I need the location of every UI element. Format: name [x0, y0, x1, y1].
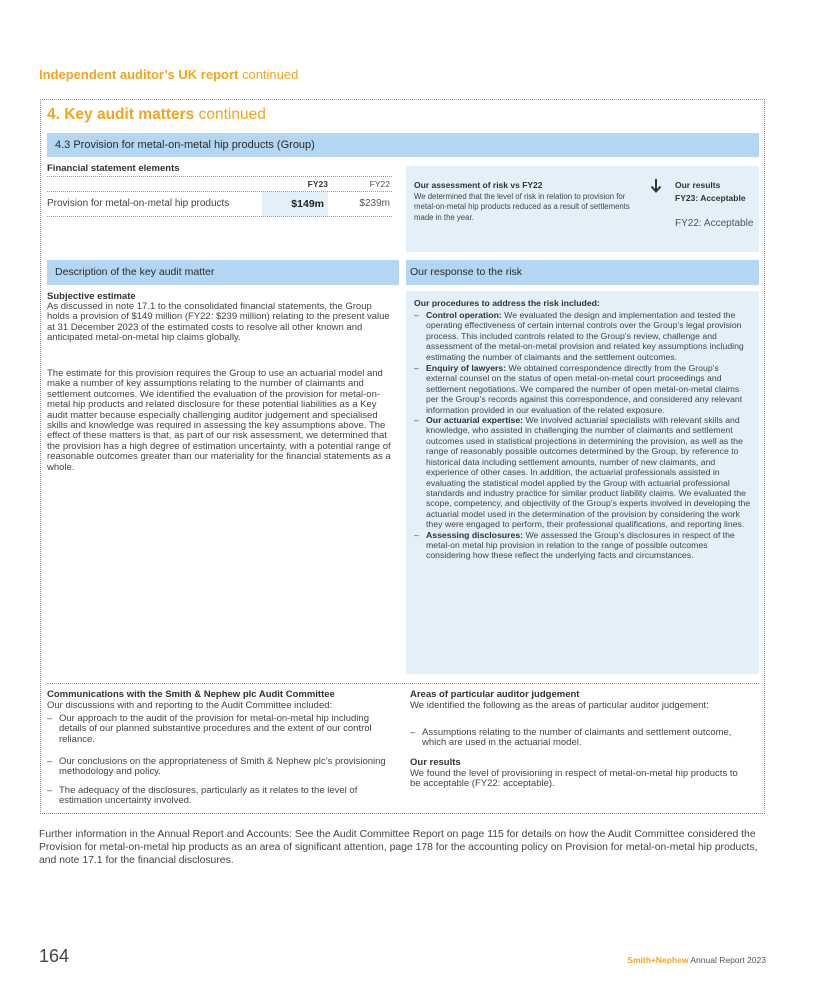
description-title: Subjective estimate	[47, 291, 136, 302]
areas-title: Areas of particular auditor judgement	[410, 689, 580, 700]
list-item	[414, 310, 752, 362]
description-heading: Description of the key audit matter	[47, 260, 399, 285]
areas-results-text: We found the level of provisioning in respect of metal-on-metal hip products to be acceptable (FY22: acceptable).	[410, 768, 738, 790]
table-divider	[47, 191, 392, 192]
list-item	[414, 415, 752, 529]
procedures-title: Our procedures to address the risk included:	[414, 298, 600, 308]
description-paragraph: The estimate for this provision requires the Group to use an actuarial model and make a number of key assumptions relating to the number of claimants and settlement outcomes. We identified the evaluation of the provision for metal-on-metal hip products and related disclosure for these potential liabilities as a Key audit matter because especially challenging auditor judgement and specialised skills and knowledge was required in assessing the key assumptions above. The effect of these matters is that, as part of our risk assessment, we determined that the provision has a high degree of estimation uncertainty, with a potential range of reasonable outcomes greater than our materiality for the financial statements as a whole.	[47, 368, 391, 473]
description-paragraph: As discussed in note 17.1 to the consolidated financial statements, the Group holds a provision of $149 million (FY22: $239 million) relating to the present value at 31 December 2023 of the estimated costs to resolve all other known and anticipated metal-on-metal hip claims globally.	[47, 301, 390, 344]
dash: –	[414, 363, 419, 374]
table-cell-fy23: $149m	[291, 198, 324, 210]
list-item-text: We assessed the Group’s disclosures in respect of the metal-on metal hip provision in relation to the range of possible outcomes considering how these reflect the underlying facts and circumstances.	[426, 529, 735, 561]
list-item	[414, 363, 752, 415]
section-header	[39, 67, 298, 82]
table-cell-fy22: $239m	[359, 198, 390, 209]
table-divider	[47, 176, 392, 177]
list-item	[47, 757, 397, 778]
risk-title: Our assessment of risk vs FY22	[414, 180, 543, 190]
areas-intro: We identified the following as the areas of particular auditor judgement:	[410, 700, 709, 711]
table-row-label: Provision for metal-on-metal hip products	[47, 198, 230, 209]
section-header-light: continued	[241, 67, 299, 82]
dash: –	[414, 310, 419, 320]
results-fy22: FY22: Acceptable	[675, 218, 754, 229]
arrow-down-icon	[649, 178, 663, 194]
list-item-text: The adequacy of the disclosures, particularly as it relates to the level of estimation uncertainty involved.	[59, 785, 358, 807]
dash: –	[414, 529, 419, 540]
kam-title-bold: 4. Key audit matters	[47, 106, 195, 123]
list-item-heading: Assessing disclosures:	[426, 529, 524, 540]
column-header-fy23: FY23	[307, 179, 328, 189]
subheading-bar: 4.3 Provision for metal-on-metal hip products (Group)	[47, 133, 759, 157]
list-item-text: Our approach to the audit of the provision for metal-on-metal hip including details of our planned substantive procedures and the extent of our control reliance.	[59, 713, 372, 745]
table-divider	[47, 216, 392, 217]
list-item	[47, 714, 397, 745]
column-header-fy22: FY22	[369, 179, 390, 189]
brand-name: Smith+Nephew	[627, 955, 689, 965]
dash: –	[410, 727, 416, 738]
kam-title	[47, 106, 266, 124]
list-item	[47, 786, 397, 807]
list-item-heading: Enquiry of lawyers:	[426, 363, 507, 374]
list-item	[414, 530, 752, 561]
communications-title: Communications with the Smith & Nephew plc Audit Committee	[47, 689, 335, 700]
procedures-list	[414, 310, 752, 561]
section-divider	[47, 683, 759, 684]
results-title: Our results	[675, 180, 721, 190]
list-item	[410, 728, 750, 749]
report-name: Annual Report 2023	[690, 955, 766, 965]
dash: –	[47, 713, 53, 724]
list-item-text: We obtained correspondence directly from the Group’s external counsel on the status of open metal-on-metal court proceedings and settlement negotiations. We compared the number of open metal-on-metal claims per the Group’s records against this correspondence, and considered any relevant information provided in our evaluation of the related exposure.	[426, 363, 743, 415]
list-item-text: We evaluated the design and implementation and tested the operating effectiveness of certain internal controls over the Group’s legal provision process. This included controls related to the Group’s review, challenge and assessment of the metal-on-metal provision and related key assumptions including estimating the number of claimants and the settlement outcomes.	[426, 310, 744, 362]
list-item-text: Assumptions relating to the number of claimants and settlement outcome, which are used in the actuarial model.	[422, 727, 732, 749]
section-header-bold: Independent auditor’s UK report	[39, 67, 239, 82]
dash: –	[414, 415, 419, 426]
results-fy23: FY23: Acceptable	[675, 193, 746, 203]
response-heading: Our response to the risk	[406, 260, 759, 285]
areas-results-title: Our results	[410, 757, 461, 768]
communications-intro: Our discussions with and reporting to the Audit Committee included:	[47, 700, 333, 711]
dash: –	[47, 785, 53, 796]
footer-brand	[560, 955, 766, 965]
kam-title-light: continued	[198, 106, 266, 123]
list-item-text: Our conclusions on the appropriateness of Smith & Nephew plc’s provisioning methodology and policy.	[59, 756, 386, 778]
page-number: 164	[39, 946, 70, 966]
risk-text: We determined that the level of risk in relation to provision for metal-on-metal hip products reduced as a result of settlements made in the year.	[414, 192, 630, 222]
dash: –	[47, 756, 53, 767]
list-item-heading: Our actuarial expertise:	[426, 415, 524, 426]
financial-elements-label: Financial statement elements	[47, 163, 180, 174]
further-information: Further information in the Annual Report and Accounts: See the Audit Committee Report on page 115 for details on how the Audit Committee considered the Provision for metal-on-metal hip products as an area of significant attention, page 178 for the accounting policy on Provision for metal-on-metal hip products, and note 17.1 for the financial disclosures.	[39, 829, 758, 866]
list-item-text: We involved actuarial specialists with relevant skills and knowledge, who assisted in challenging the number of claimants and settlement outcomes used in statistical projections in determining the provision, as well as the range of reasonably possible outcomes determined by the Group, by reference to historical data including settlement amounts, number of new claimants, and experience of other cases. In addition, the actuarial professionals assisted in evaluating the statistical model applied by the Group with actuarial professional standards and industry practice for similar product liability claims. We evaluated the scope, competency, and objectivity of the Group’s experts involved in developing the actuarial model used in the determination of the provision by considering the work they were engaged to perform, their professional qualifications, and reporting lines.	[426, 415, 751, 530]
list-item-heading: Control operation:	[426, 310, 502, 320]
